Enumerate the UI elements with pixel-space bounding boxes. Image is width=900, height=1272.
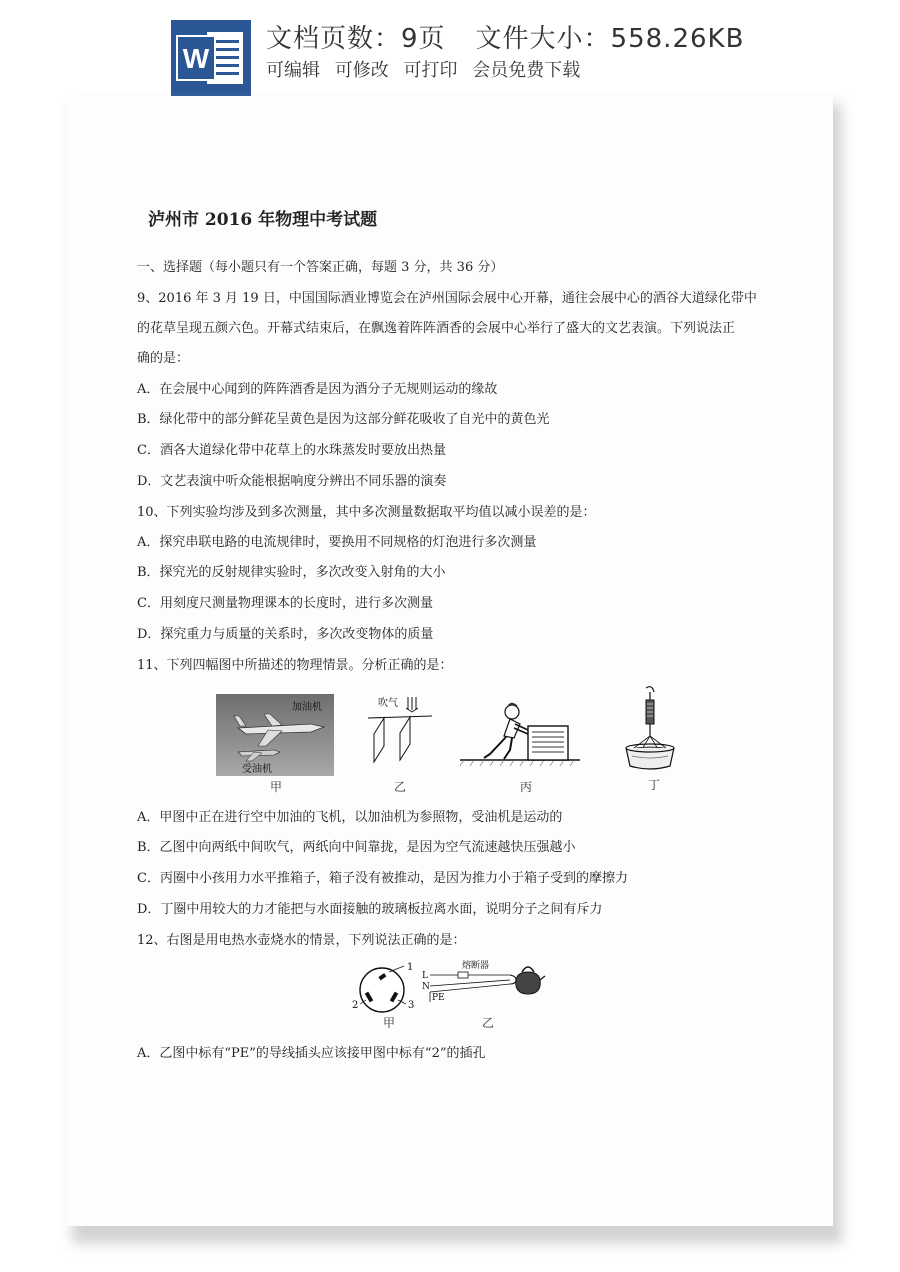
- q10-option-d: D．探究重力与质量的关系时，多次改变物体的质量: [137, 627, 434, 642]
- hole-label-2: 2: [352, 1000, 359, 1011]
- word-document-icon: [171, 20, 251, 96]
- q12-stem: 12、右图是用电热水壶烧水的情景，下列说法正确的是：: [137, 933, 466, 948]
- file-info: [266, 18, 744, 55]
- word-icon-letter: W: [182, 43, 210, 74]
- q9-option-a: A．在会展中心闻到的阵阵酒香是因为酒分子无规则运动的缘故: [137, 382, 498, 397]
- q11-option-a: A．甲图中正在进行空中加油的飞机，以加油机为参照物，受油机是运动的: [137, 810, 563, 825]
- feature-list: [266, 56, 589, 82]
- blow-label: 吹气: [378, 698, 398, 709]
- figure-ding-caption: 丁: [648, 778, 661, 792]
- q11-option-c: C．丙圈中小孩用力水平推箱子，箱子没有被推动，是因为推力小于箱子受到的摩擦力: [137, 871, 628, 886]
- figure-jia-caption: 甲: [270, 780, 283, 794]
- figure-yi-caption: 乙: [394, 780, 407, 794]
- q9-stem-line-2: 的花草呈现五颜六色。开幕式结束后，在飘逸着阵阵酒香的会展中心举行了盛大的文艺表演。下列说法正: [137, 321, 736, 336]
- tanker-label: 加油机: [292, 702, 322, 713]
- q11-stem: 11、下列四幅图中所描述的物理情景。分析正确的是：: [137, 658, 453, 673]
- q9-option-c: C．酒各大道绿化带中花草上的水珠蒸发时要放出热量: [137, 443, 446, 458]
- wire-label-n: N: [422, 982, 430, 992]
- document-title: 泸州市 2016 年物理中考试题: [148, 210, 378, 230]
- file-size: 文件大小：558.26KB: [475, 24, 745, 54]
- figure-bing-pushing-box: [460, 690, 580, 772]
- feature-member-download: 会员免费下载: [472, 60, 581, 81]
- hole-label-3: 3: [408, 1000, 415, 1011]
- figure-kettle-circuit: [420, 958, 546, 1008]
- feature-printable: 可打印: [403, 60, 458, 81]
- circuit-caption: 乙: [482, 1016, 495, 1030]
- q11-option-b: B．乙图中向两纸中间吹气，两纸向中间靠拢，是因为空气流速越快压强越小: [137, 840, 576, 855]
- wire-label-pe: PE: [432, 993, 445, 1003]
- receiver-label: 受油机: [242, 764, 272, 775]
- figure-ding-spring-scale: [620, 686, 684, 774]
- figure-bing-caption: 丙: [520, 780, 533, 794]
- q11-option-d: D．丁圈中用较大的力才能把与水面接触的玻璃板拉离水面，说明分子之间有斥力: [137, 902, 603, 917]
- q9-stem-line-3: 确的是：: [137, 351, 190, 366]
- download-banner: [0, 0, 900, 96]
- q9-option-d: D．文艺表演中听众能根据响度分辨出不同乐器的演奏: [137, 474, 447, 489]
- fuse-label: 熔断器: [462, 961, 490, 971]
- figure-yi-papers: [366, 694, 436, 772]
- hole-label-1: 1: [407, 962, 414, 973]
- socket-caption: 甲: [383, 1016, 396, 1030]
- figure-jia-refueling: [216, 694, 334, 776]
- section-heading: 一、选择题（每小题只有一个答案正确，每题 3 分，共 36 分）: [137, 260, 504, 275]
- q10-stem: 10、下列实验均涉及到多次测量，其中多次测量数据取平均值以减小误差的是：: [137, 505, 596, 520]
- figure-socket: [352, 962, 418, 1020]
- q10-option-c: C．用刻度尺测量物理课本的长度时，进行多次测量: [137, 596, 433, 611]
- q10-option-a: A．探究串联电路的电流规律时，要换用不同规格的灯泡进行多次测量: [137, 535, 537, 550]
- feature-modifiable: 可修改: [334, 60, 389, 81]
- q9-option-b: B．绿化带中的部分鲜花呈黄色是因为这部分鲜花吸收了自光中的黄色光: [137, 412, 550, 427]
- feature-editable: 可编辑: [266, 60, 320, 81]
- q12-option-a: A．乙图中标有“PE”的导线插头应该接甲图中标有“2”的插孔: [137, 1046, 486, 1061]
- page-count: 文档页数：9页: [266, 24, 446, 54]
- wire-label-l: L: [422, 971, 428, 981]
- q9-stem-line-1: 9、2016 年 3 月 19 日，中国国际酒业博览会在泸州国际会展中心开幕，通往会展中心的酒谷大道绿化带中: [137, 291, 757, 306]
- q10-option-b: B．探究光的反射规律实验时，多次改变入射角的大小: [137, 565, 446, 580]
